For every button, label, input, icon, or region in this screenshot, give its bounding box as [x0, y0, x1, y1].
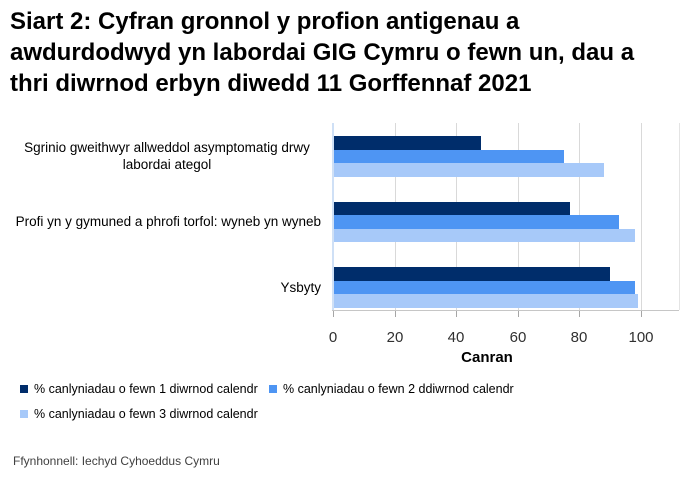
- legend-item: [20, 407, 258, 422]
- source-note: Ffynhonnell: Iechyd Cyhoeddus Cymru: [13, 454, 220, 468]
- tick-mark: [641, 310, 642, 317]
- x-tick-label: 20: [386, 329, 404, 346]
- bar: [334, 294, 638, 308]
- category-label: Profi yn y gymuned a phrofi torfol: wyneb yn wyneb: [15, 214, 321, 230]
- legend-swatch: [20, 385, 28, 393]
- legend-item: [269, 382, 514, 397]
- plot-right-border: [679, 123, 680, 310]
- x-tick-label: 40: [447, 329, 465, 346]
- tick-mark: [579, 310, 580, 317]
- bar: [334, 150, 564, 164]
- legend-swatch: [20, 410, 28, 418]
- x-axis-line: [332, 310, 679, 311]
- bar: [334, 136, 481, 150]
- bar: [334, 215, 619, 229]
- legend-label: % canlyniadau o fewn 2 ddiwrnod calendr: [283, 382, 514, 396]
- x-tick-label: 80: [570, 329, 588, 346]
- legend-label: % canlyniadau o fewn 3 diwrnod calendr: [34, 407, 258, 421]
- bar: [334, 281, 635, 295]
- chart-title-line-2: awdurdodwyd yn labordai GIG Cymru o fewn un, dau a: [10, 39, 635, 66]
- category-label-row: [8, 257, 324, 317]
- bar: [334, 229, 635, 243]
- x-tick-label: 100: [628, 329, 654, 346]
- chart-title: [10, 6, 634, 99]
- legend-swatch: [269, 385, 277, 393]
- x-axis-title: Canran: [461, 349, 513, 366]
- legend-label: % canlyniadau o fewn 1 diwrnod calendr: [34, 382, 258, 396]
- category-label: Ysbyty: [280, 279, 321, 295]
- bar: [334, 163, 604, 177]
- tick-mark: [333, 310, 334, 317]
- bar: [334, 202, 570, 216]
- gridline: [641, 123, 642, 310]
- bar: [334, 267, 610, 281]
- x-tick-label: 0: [328, 329, 338, 346]
- chart-title-line-1: Siart 2: Cyfran gronnol y profion antigenau a: [10, 8, 520, 35]
- category-label-row: [8, 192, 324, 252]
- tick-mark: [395, 310, 396, 317]
- category-label: Sgrinio gweithwyr allweddol asymptomatig drwy labordai ategol: [24, 140, 310, 173]
- tick-mark: [456, 310, 457, 317]
- x-tick-label: 60: [509, 329, 527, 346]
- legend-item: [20, 382, 258, 397]
- tick-mark: [518, 310, 519, 317]
- category-label-row: [8, 126, 324, 186]
- chart-title-line-3: thri diwrnod erbyn diwedd 11 Gorffennaf 2021: [10, 70, 532, 97]
